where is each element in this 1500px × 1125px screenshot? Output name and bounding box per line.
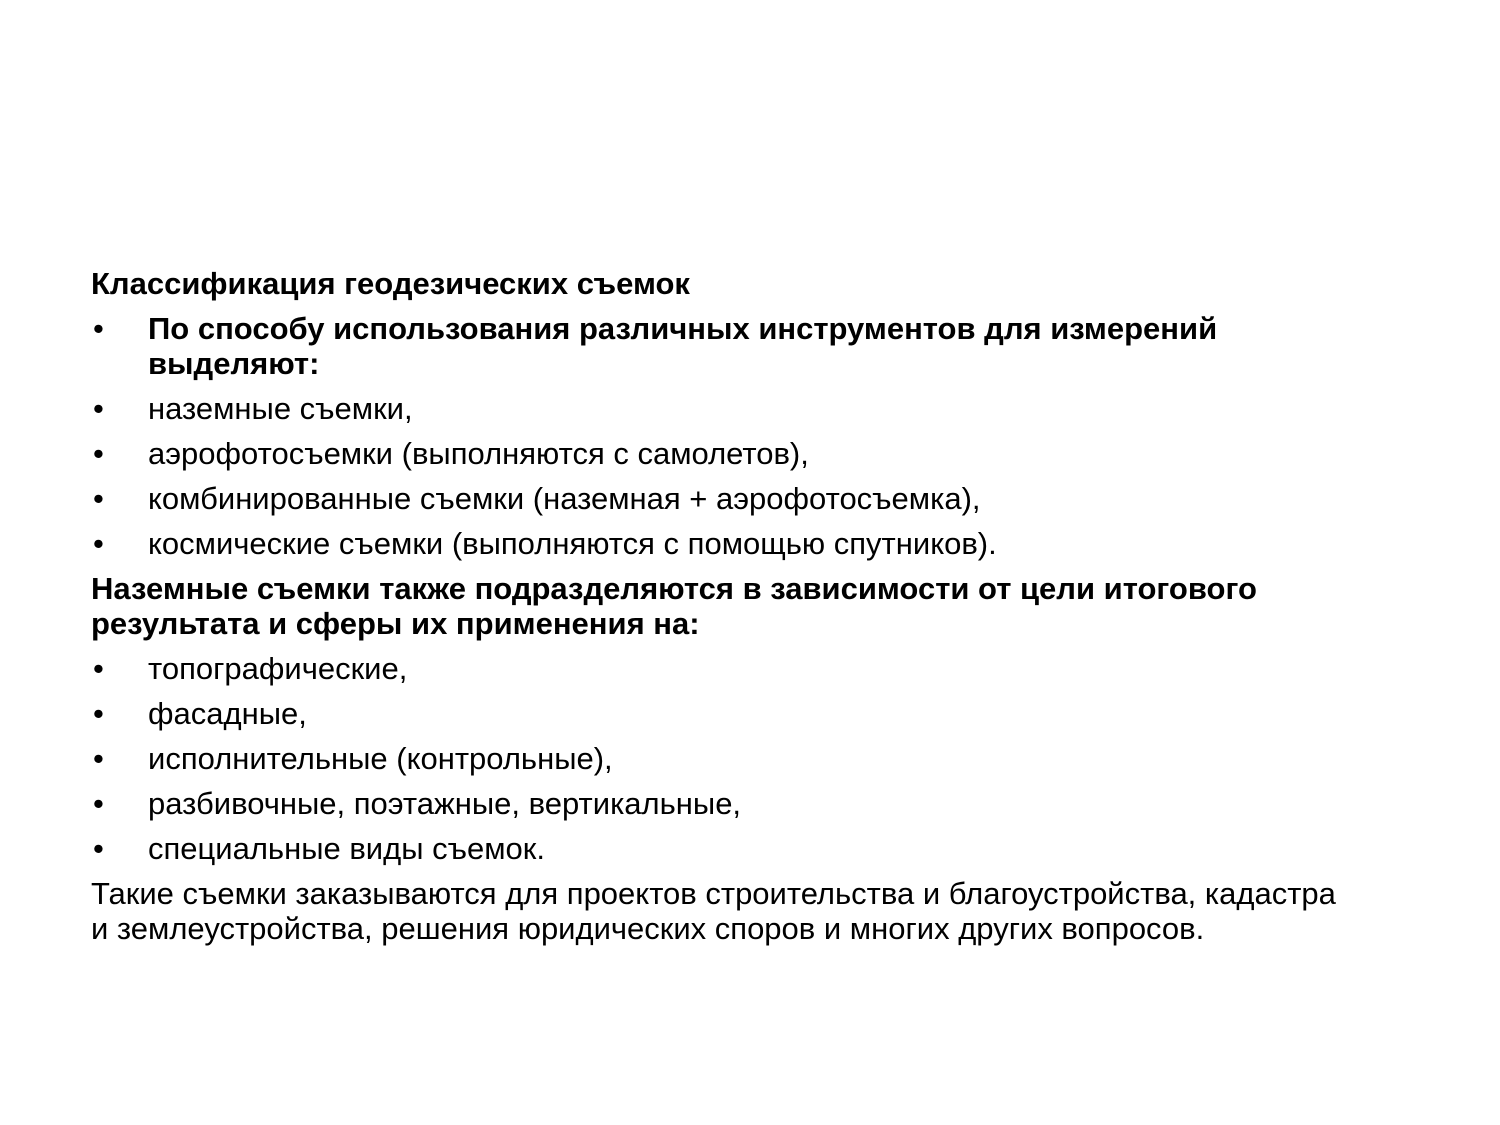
slide-title: Классификация геодезических съемок <box>91 266 690 301</box>
list-item <box>91 651 1351 686</box>
list-item-text: наземные съемки, <box>148 391 413 426</box>
bullet: • <box>93 436 104 471</box>
bullet: • <box>93 391 104 426</box>
bullet: • <box>93 311 104 346</box>
bullet: • <box>93 831 104 866</box>
list-item <box>91 696 1351 731</box>
list-item-text: топографические, <box>148 651 408 686</box>
list-item-text: специальные виды съемок. <box>148 831 545 866</box>
list-item-text: фасадные, <box>148 696 307 731</box>
list-item-text: По способу использования различных инструментов для измерений выделяют: <box>148 311 1218 381</box>
list-item-text: аэрофотосъемки (выполняются с самолетов), <box>148 436 809 471</box>
bullet: • <box>93 696 104 731</box>
closing-paragraph: Такие съемки заказываются для проектов строительства и благоустройства, кадастра и землеустройства, решения юридических споров и многих других вопросов. <box>91 876 1336 946</box>
list-item-text: комбинированные съемки (наземная + аэрофотосъемка), <box>148 481 981 516</box>
bullet: • <box>93 651 104 686</box>
section-heading: Наземные съемки также подразделяются в зависимости от цели итогового результата и сферы их применения на: <box>91 571 1257 641</box>
bullet: • <box>93 481 104 516</box>
slide-content <box>91 266 1351 946</box>
list-item <box>91 481 1351 516</box>
list-item <box>91 436 1351 471</box>
list-item <box>91 831 1351 866</box>
bullet: • <box>93 526 104 561</box>
list-item-text: исполнительные (контрольные), <box>148 741 613 776</box>
list-item <box>91 526 1351 561</box>
list-item <box>91 311 1351 381</box>
list-item <box>91 391 1351 426</box>
list-item <box>91 786 1351 821</box>
bullet: • <box>93 786 104 821</box>
list-item-text: космические съемки (выполняются с помощью спутников). <box>148 526 997 561</box>
list-item-text: разбивочные, поэтажные, вертикальные, <box>148 786 742 821</box>
bullet: • <box>93 741 104 776</box>
list-item <box>91 741 1351 776</box>
